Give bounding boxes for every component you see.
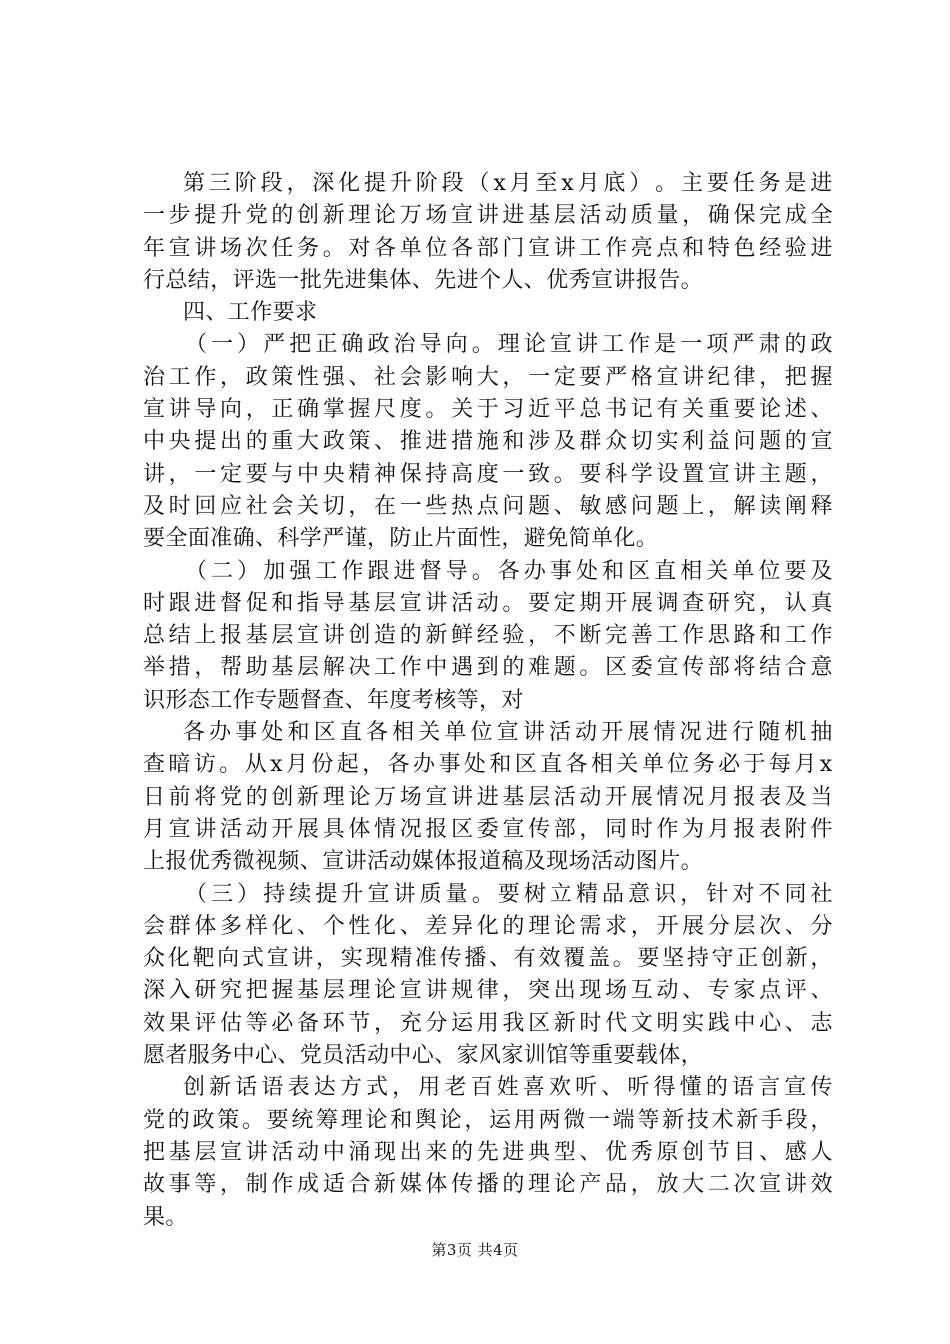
text-line: 举 措 ， 帮 助 基 层 解 决 工 作 中 遇 到 的 难 题 。 区 委 宣 传 部 将 结 合 意	[143, 655, 833, 681]
page-footer: 第3页 共4页	[431, 1241, 519, 1259]
text-line: 四、工作要求	[183, 300, 318, 326]
text-line: 宣 讲 导 向 ， 正 确 掌 握 尺 度 。 关 于 习 近 平 总 书 记 有 关 重 要 论 述 、	[143, 397, 833, 423]
text-line: 上报优秀微视频、宣讲活动媒体报道稿及现场活动图片。	[143, 849, 704, 875]
text-line: 日 前 将 党 的 创 新 理 论 万 场 宣 讲 进 基 层 活 动 开 展 情 况 月 报 表 及 当	[143, 784, 833, 810]
text-line: （ 二 ） 加 强 工 作 跟 进 督 导 。 各 办 事 处 和 区 直 相 关 单 位 要 及	[185, 558, 833, 584]
text-line: （ 一 ） 严 把 正 确 政 治 导 向 。 理 论 宣 讲 工 作 是 一 项 严 肃 的 政	[185, 332, 833, 358]
text-line: 众 化 靶 向 式 宣 讲 ， 实 现 精 准 传 播 、 有 效 覆 盖 。 要 坚 持 守 正 创 新 ，	[143, 946, 833, 972]
document-body	[143, 168, 833, 1234]
text-line: 总 结 上 报 基 层 宣 讲 创 造 的 新 鲜 经 验 ， 不 断 完 善 工 作 思 路 和 工 作	[143, 623, 833, 649]
text-line: 月 宣 讲 活 动 开 展 具 体 情 况 报 区 委 宣 传 部 ， 同 时 作 为 月 报 表 附 件	[143, 816, 833, 842]
text-line: 及 时 回 应 社 会 关 切 ， 在 一 些 热 点 问 题 、 敏 感 问 题 上 ， 解 读 阐 释	[143, 493, 833, 519]
text-line: 深 入 研 究 把 握 基 层 理 论 宣 讲 规 律 ， 突 出 现 场 互 动 、 专 家 点 评 、	[143, 978, 833, 1004]
text-line: 愿者服务中心、党员活动中心、家风家训馆等重要载体，	[143, 1043, 704, 1069]
text-line: 一 步 提 升 党 的 创 新 理 论 万 场 宣 讲 进 基 层 活 动 质 量 ， 确 保 完 成 全	[143, 203, 833, 229]
text-line: 识形态工作专题督查、年度考核等，对	[143, 687, 524, 713]
text-line: 果。	[143, 1204, 188, 1230]
text-line: 行总结，评选一批先进集体、先进个人、优秀宣讲报告。	[143, 267, 704, 293]
text-line: （ 三 ） 持 续 提 升 宣 讲 质 量 。 要 树 立 精 品 意 识 ， 针 对 不 同 社	[185, 881, 833, 907]
text-line: 要全面准确、科学严谨，防止片面性，避免简单化。	[143, 526, 659, 552]
text-line: 效 果 评 估 等 必 备 环 节 ， 充 分 运 用 我 区 新 时 代 文 明 实 践 中 心 、 志	[143, 1010, 833, 1036]
text-line: 故 事 等 ， 制 作 成 适 合 新 媒 体 传 播 的 理 论 产 品 ， 放 大 二 次 宣 讲 效	[143, 1172, 833, 1198]
text-line: 治 工 作 ， 政 策 性 强 、 社 会 影 响 大 ， 一 定 要 严 格 宣 讲 纪 律 ， 把 握	[143, 364, 833, 390]
text-line: 把 基 层 宣 讲 活 动 中 涌 现 出 来 的 先 进 典 型 、 优 秀 原 创 节 目 、 感 人	[143, 1139, 833, 1165]
text-line: 时 跟 进 督 促 和 指 导 基 层 宣 讲 活 动 。 要 定 期 开 展 调 查 研 究 ， 认 真	[143, 590, 833, 616]
text-line: 党 的 政 策 。 要 统 筹 理 论 和 舆 论 ， 运 用 两 微 一 端 等 新 技 术 新 手 段 ，	[143, 1107, 833, 1133]
text-line: 会 群 体 多 样 化 、 个 性 化 、 差 异 化 的 理 论 需 求 ， 开 展 分 层 次 、 分	[143, 913, 833, 939]
text-line: 各 办 事 处 和 区 直 各 相 关 单 位 宣 讲 活 动 开 展 情 况 进 行 随 机 抽	[183, 720, 833, 746]
text-line: 第 三 阶 段 ， 深 化 提 升 阶 段 （ x 月 至 x 月 底 ） 。 主 要 任 务 是 进	[183, 171, 833, 196]
text-line: 创 新 话 语 表 达 方 式 ， 用 老 百 姓 喜 欢 听 、 听 得 懂 的 语 言 宣 传	[183, 1075, 833, 1101]
text-line: 讲 ， 一 定 要 与 中 央 精 神 保 持 高 度 一 致 。 要 科 学 设 置 宣 讲 主 题 ，	[143, 461, 833, 487]
text-line: 中 央 提 出 的 重 大 政 策 、 推 进 措 施 和 涉 及 群 众 切 实 利 益 问 题 的 宣	[143, 429, 833, 455]
text-line: 年 宣 讲 场 次 任 务 。 对 各 单 位 各 部 门 宣 讲 工 作 亮 点 和 特 色 经 验 进	[143, 235, 833, 261]
text-line: 查 暗 访 。 从 x 月 份 起 ， 各 办 事 处 和 区 直 各 相 关 单 位 务 必 于 每 月 x	[143, 752, 833, 778]
